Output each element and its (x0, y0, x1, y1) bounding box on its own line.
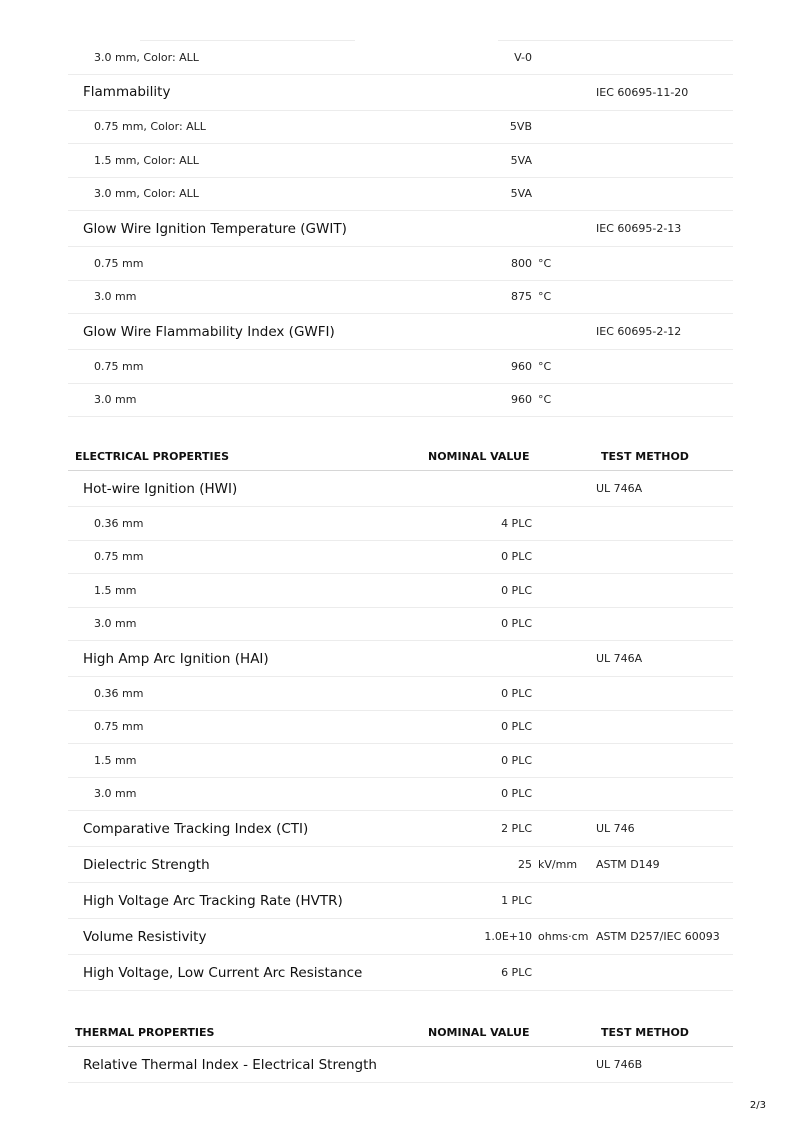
property-name: Hot-wire Ignition (HWI) (83, 480, 238, 497)
property-name: Comparative Tracking Index (CTI) (83, 820, 309, 837)
property-name: 0.36 mm (94, 686, 144, 700)
nominal-value: 4 PLC (501, 516, 532, 530)
property-name: Volume Resistivity (83, 928, 207, 945)
property-row (68, 1047, 733, 1083)
nominal-value: 25 (518, 858, 532, 871)
property-subrow (68, 677, 733, 711)
property-subrow (68, 144, 733, 178)
property-subrow (68, 350, 733, 384)
nominal-value: 0 PLC (501, 787, 532, 801)
property-row (68, 811, 733, 847)
nominal-value: 0 PLC (501, 686, 532, 700)
nominal-value: 0 PLC (501, 617, 532, 631)
property-subrow (68, 507, 733, 541)
property-name: 3.0 mm (94, 617, 137, 631)
property-name: Glow Wire Ignition Temperature (GWIT) (83, 220, 347, 237)
nominal-value: V-0 (514, 50, 532, 64)
test-method: UL 746A (596, 652, 643, 665)
property-name: 3.0 mm, Color: ALL (94, 50, 199, 64)
test-method-header: TEST METHOD (601, 450, 689, 463)
nominal-value: 5VB (509, 120, 532, 134)
table-header (68, 446, 733, 471)
property-subrow (68, 247, 733, 281)
nominal-value: 0 PLC (501, 550, 532, 564)
property-name: 1.5 mm (94, 753, 137, 767)
property-name: 1.5 mm, Color: ALL (94, 153, 199, 167)
property-name: 3.0 mm (94, 290, 137, 304)
property-row (68, 955, 733, 991)
property-name: Glow Wire Flammability Index (GWFI) (83, 323, 335, 340)
unit: kV/mm (538, 858, 578, 871)
property-subrow (68, 608, 733, 642)
property-name: 0.75 mm, Color: ALL (94, 120, 206, 134)
test-method: IEC 60695-11-20 (596, 85, 689, 99)
property-name: Relative Thermal Index - Electrical Strength (83, 1056, 377, 1073)
property-subrow (68, 384, 733, 418)
page-number: 2/3 (749, 1100, 766, 1111)
property-row (68, 75, 733, 111)
nominal-value: 5VA (510, 153, 532, 167)
property-name: 0.75 mm (94, 256, 144, 270)
test-method: ASTM D257/IEC 60093 (596, 930, 720, 943)
property-row (68, 919, 733, 955)
property-name: 0.36 mm (94, 516, 144, 530)
section-title: THERMAL PROPERTIES (75, 1026, 215, 1039)
property-name: 3.0 mm, Color: ALL (94, 187, 199, 201)
nominal-value: 800 (511, 256, 532, 270)
unit: °C (538, 359, 552, 373)
nominal-value: 1 PLC (501, 894, 532, 907)
property-row (68, 471, 733, 507)
nominal-value: 960 (511, 393, 532, 407)
test-method: IEC 60695-2-13 (596, 222, 682, 235)
nominal-value: 5VA (510, 187, 532, 201)
electrical-properties-table (68, 446, 733, 991)
test-method: IEC 60695-2-12 (596, 325, 682, 338)
property-name: 3.0 mm (94, 787, 137, 801)
unit: ohms·cm (538, 930, 589, 943)
property-name: 3.0 mm (94, 393, 137, 407)
nominal-value: 0 PLC (501, 583, 532, 597)
property-name: High Voltage Arc Tracking Rate (HVTR) (83, 892, 343, 909)
electrical-rows (68, 471, 733, 991)
property-subrow (68, 711, 733, 745)
nominal-value: 1.0E+10 (484, 930, 532, 943)
property-subrow (68, 778, 733, 812)
nominal-value: 6 PLC (501, 966, 532, 979)
property-row (68, 211, 733, 247)
property-name: 1.5 mm (94, 583, 137, 597)
thermal-rows (68, 1047, 733, 1083)
test-method: UL 746A (596, 482, 643, 495)
nominal-value-header: NOMINAL VALUE (428, 450, 530, 463)
property-subrow (68, 574, 733, 608)
nominal-value: 960 (511, 359, 532, 373)
nominal-value: 0 PLC (501, 753, 532, 767)
property-row (68, 883, 733, 919)
unit: °C (538, 256, 552, 270)
test-method: UL 746 (596, 822, 635, 835)
test-method: UL 746B (596, 1058, 643, 1071)
property-subrow (68, 281, 733, 315)
property-row (68, 314, 733, 350)
property-name: Flammability (83, 84, 171, 100)
test-method-header: TEST METHOD (601, 1026, 689, 1039)
unit: °C (538, 290, 552, 304)
nominal-value: 875 (511, 290, 532, 304)
property-subrow (68, 111, 733, 145)
property-name: Dielectric Strength (83, 856, 210, 873)
property-subrow (68, 541, 733, 575)
section-title: ELECTRICAL PROPERTIES (75, 450, 230, 463)
property-name: High Amp Arc Ignition (HAI) (83, 650, 269, 667)
property-name: High Voltage, Low Current Arc Resistance (83, 964, 363, 981)
property-subrow (68, 178, 733, 212)
property-name: 0.75 mm (94, 550, 144, 564)
property-name: 0.75 mm (94, 359, 144, 373)
nominal-value: 0 PLC (501, 720, 532, 734)
property-row (68, 641, 733, 677)
table-header (68, 1022, 733, 1047)
nominal-value: 2 PLC (501, 822, 532, 835)
property-name: 0.75 mm (94, 720, 144, 734)
property-subrow (68, 744, 733, 778)
property-row (68, 847, 733, 883)
flammability-table (68, 41, 733, 417)
thermal-properties-table (68, 1022, 733, 1083)
nominal-value-header: NOMINAL VALUE (428, 1026, 530, 1039)
test-method: ASTM D149 (596, 858, 660, 871)
property-subrow (68, 41, 733, 75)
unit: °C (538, 393, 552, 407)
